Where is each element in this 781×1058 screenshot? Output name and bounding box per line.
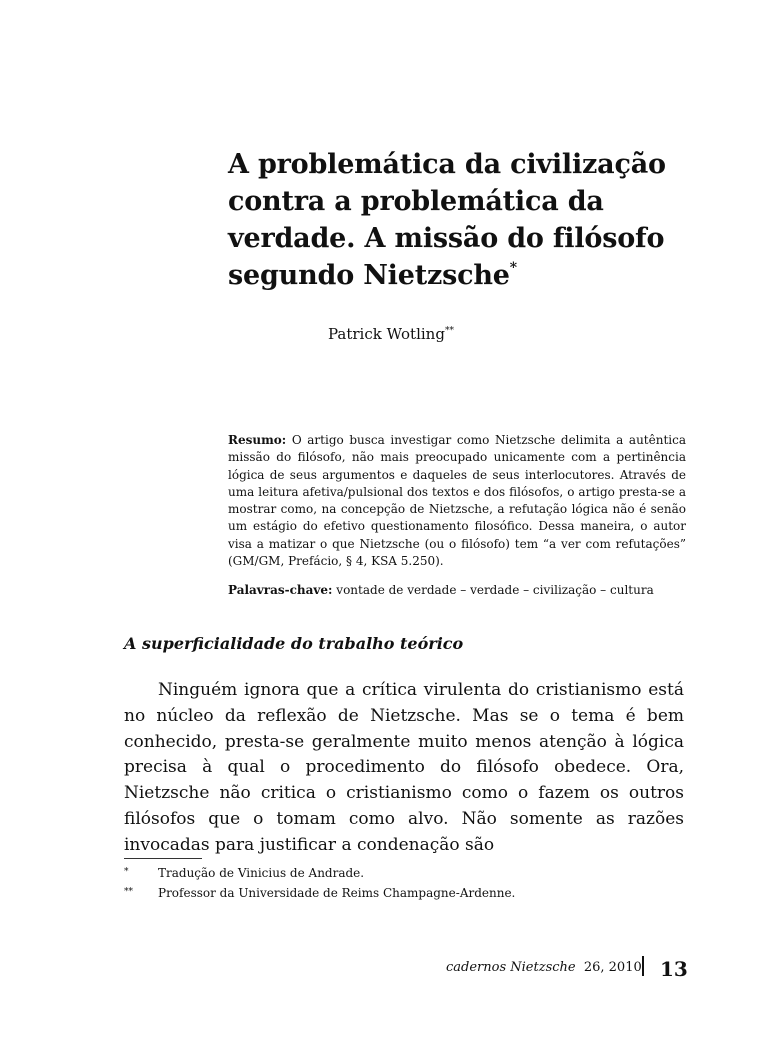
- footnote-divider: [124, 858, 202, 859]
- footnote-1-mark: *: [124, 867, 129, 877]
- article-title-text: A problemática da civilização contra a problemática da verdade. A missão do filósofo segundo Nietzsche: [228, 149, 666, 291]
- running-footer: [446, 960, 642, 975]
- journal-name: cadernos Nietzsche: [446, 960, 576, 975]
- author-name-text: Patrick Wotling: [328, 325, 445, 343]
- footnote-2: [124, 886, 515, 900]
- journal-issue: 26, 2010: [583, 960, 642, 975]
- article-title: [228, 146, 698, 294]
- footnote-2-mark: **: [124, 887, 133, 897]
- author-name: [328, 325, 454, 343]
- abstract-text: O artigo busca investigar como Nietzsche delimita a autêntica missão do filósofo, não mais preocupado unicamente com a pertinência lógica de seus argumentos e daqueles de seus interlocutores. Através de uma leitura afetiva/pulsional dos textos e dos filósofos, o artigo presta-se a mostrar como, na concepção de Nietzsche, a refutação lógica não é senão um estágio do efetivo questionamento filosófico. Dessa maneira, o autor visa a matizar o que Nietzsche (ou o filósofo) tem “a ver com refutações” (GM/GM, Prefácio, § 4, KSA 5.250).: [228, 433, 686, 569]
- section-heading: A superficialidade do trabalho teórico: [124, 634, 464, 653]
- keywords: [228, 582, 688, 599]
- body-paragraph: Ninguém ignora que a crítica virulenta do cristianismo está no núcleo da reflexão de Nietzsche. Mas se o tema é bem conhecido, presta-se geralmente muito menos atenção à lógica precisa à qual o procedimento do filósofo obedece. Ora, Nietzsche não critica o cristianismo como o fazem os outros filósofos que o tomam como alvo. Não somente as razões invocadas para justificar a condenação são: [124, 680, 684, 855]
- footnote-1-text: Tradução de Vinicius de Andrade.: [158, 866, 365, 880]
- abstract: [228, 432, 686, 570]
- author-footnote-mark: **: [444, 326, 454, 336]
- keywords-label: Palavras-chave:: [228, 583, 333, 597]
- title-footnote-mark: *: [509, 260, 517, 276]
- keywords-text: vontade de verdade – verdade – civilização – cultura: [336, 583, 654, 597]
- page-number: 13: [660, 957, 688, 981]
- footnote-2-text: Professor da Universidade de Reims Champagne-Ardenne.: [158, 886, 516, 900]
- footnote-1: [124, 866, 364, 880]
- footer-separator: [642, 956, 644, 976]
- abstract-label: Resumo:: [228, 433, 287, 447]
